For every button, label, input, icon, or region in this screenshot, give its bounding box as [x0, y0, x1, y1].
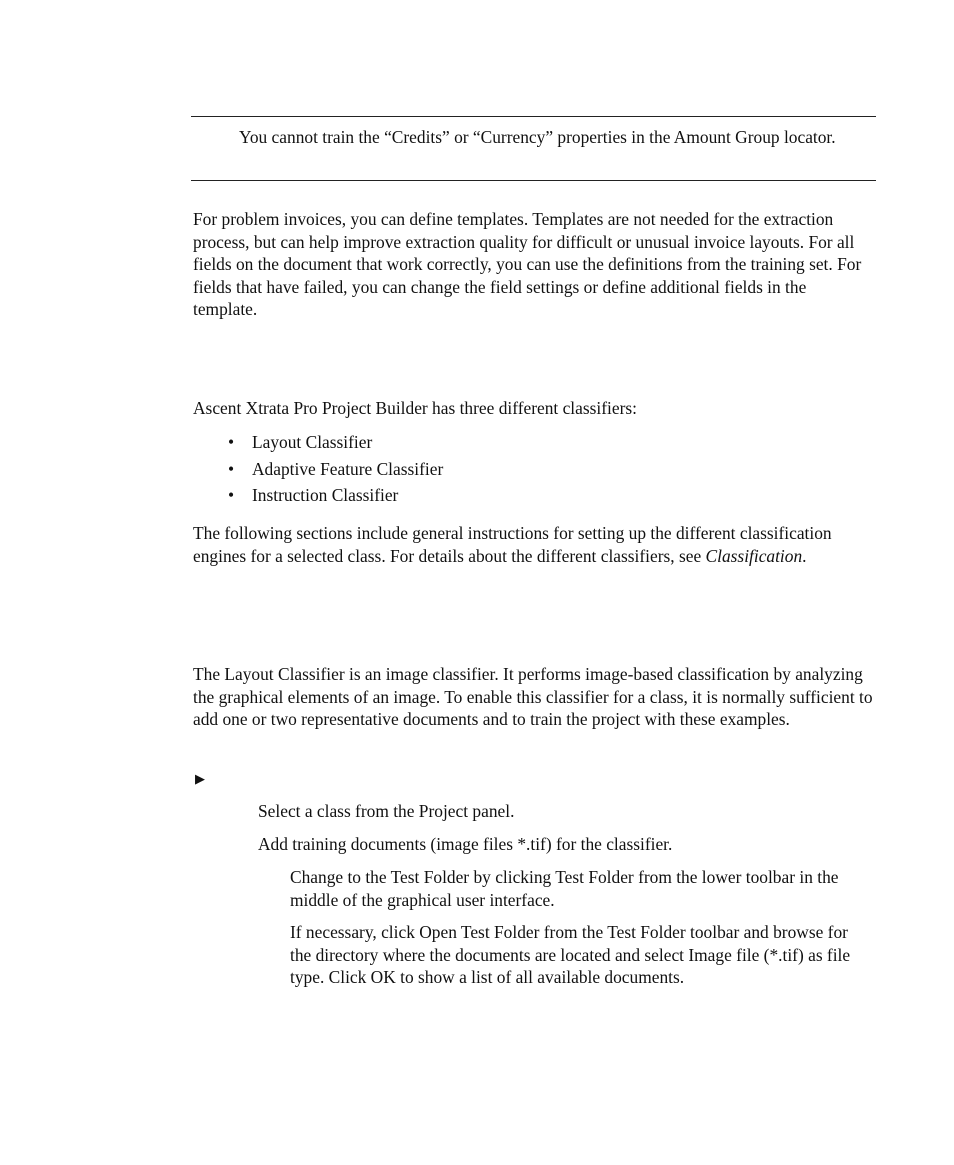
classification-reference: Classification — [705, 545, 803, 566]
procedure-arrow-icon: ▶ — [195, 771, 205, 786]
layout-classifier-paragraph: The Layout Classifier is an image classifier. It performs image-based classification by analyzing the graphical elements of an image. To enable this classifier for a class, it is normally sufficient to add one or two representative documents and to train the project with these examples. — [193, 664, 873, 729]
list-item — [193, 458, 443, 485]
classifier-list — [193, 431, 443, 511]
list-item — [193, 431, 443, 458]
note-top-rule — [191, 116, 876, 117]
procedure-step-1: Select a class from the Project panel. — [258, 801, 515, 821]
sections-paragraph-text: The following sections include general instructions for setting up the different classification engines for a selected class. For details about the different classifiers, see — [193, 523, 832, 566]
procedure-substep-1: Change to the Test Folder by clicking Test Folder from the lower toolbar in the middle of the graphical user interface. — [290, 867, 839, 910]
note-bottom-rule — [191, 180, 876, 181]
bullet-icon: • — [228, 432, 235, 452]
bullet-icon: • — [228, 485, 235, 505]
list-item-label: Adaptive Feature Classifier — [252, 458, 444, 479]
list-item — [193, 484, 443, 511]
sections-paragraph — [193, 522, 873, 567]
classifiers-intro: Ascent Xtrata Pro Project Builder has three different classifiers: — [193, 398, 637, 418]
bullet-icon: • — [228, 458, 235, 479]
list-item-label: Instruction Classifier — [252, 485, 399, 505]
templates-paragraph: For problem invoices, you can define templates. Templates are not needed for the extraction process, but can help improve extraction quality for difficult or unusual invoice layouts. For all fields on the document that work correctly, you can use the definitions from the training set. For fields that have failed, you can change the field settings or define additional fields in the template. — [193, 209, 862, 319]
procedure-step-2: Add training documents (image files *.tif) for the classifier. — [258, 834, 673, 854]
sections-paragraph-end: . — [802, 545, 807, 566]
list-item-label: Layout Classifier — [252, 432, 373, 452]
note-text: You cannot train the “Credits” or “Currency” properties in the Amount Group locator. — [239, 127, 836, 147]
procedure-substep-2: If necessary, click Open Test Folder from the Test Folder toolbar and browse for the directory where the documents are located and select Image file (*.tif) as file type. Click OK to show a list of all available documents. — [290, 922, 851, 987]
